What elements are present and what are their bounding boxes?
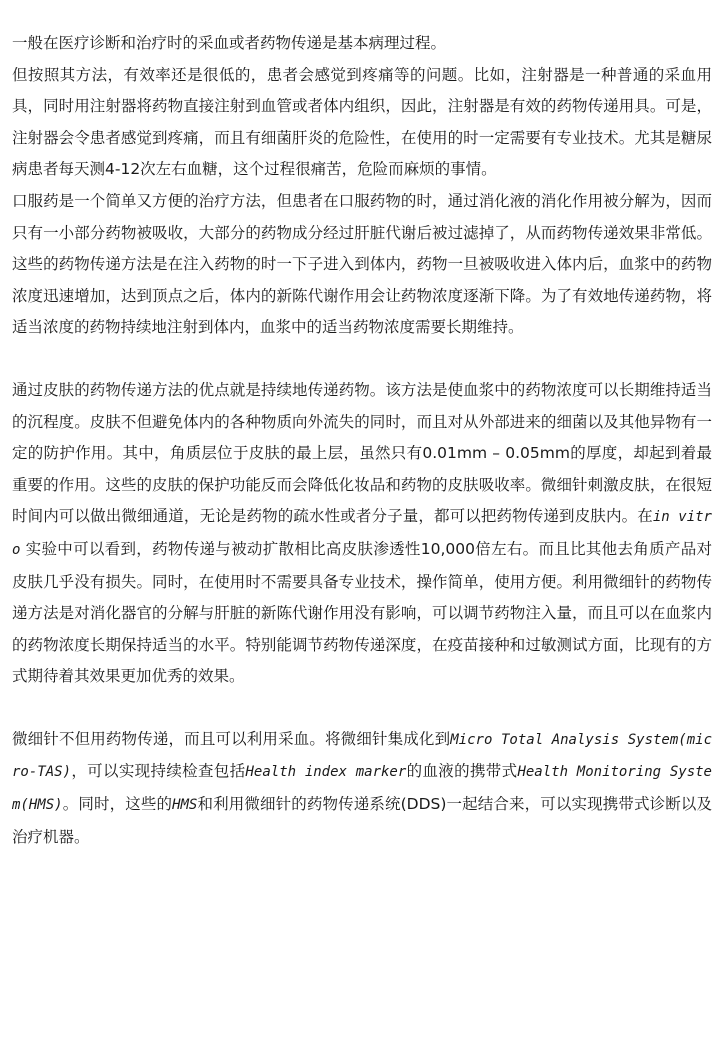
mn-text-a: 微细针不但用药物传递，而且可以利用采血。将微细针集成化到 xyxy=(12,729,451,748)
document-body xyxy=(12,28,712,853)
paragraph-gap xyxy=(12,344,712,375)
paragraph-intro: 一般在医疗诊断和治疗时的采血或者药物传递是基本病理过程。 xyxy=(12,34,447,52)
mn-text-b: ，可以实现持续检查包括 xyxy=(71,762,246,781)
in-vitro-term: in vitro xyxy=(12,509,712,558)
skin-text-b: 实验中可以看到，药物传递与被动扩散相比高皮肤渗透性10,000倍左右。而且比其他去角质产品对皮肤几乎没有损失。同时，在使用时不需要具备专业技术，操作简单，使用方便。利用微细针的药物传递方法是对消化器官的分解与肝脏的新陈代谢作用没有影响，可以调节药物注入量，而且可以在血浆内的药物浓度长期保持适当的水平。特别能调节药物传递深度，在疫苗接种和过敏测试方面，比现有的方式期待着其效果更加优秀的效果。 xyxy=(12,539,712,686)
hms-term: Health Monitoring System(HMS) xyxy=(12,764,712,814)
micro-tas-term: Micro Total Analysis System(micro-TAS) xyxy=(12,731,712,781)
hms-abbrev-term: HMS xyxy=(172,797,198,814)
mn-text-d: 。同时，这些的 xyxy=(62,795,173,814)
paragraph-skin xyxy=(12,375,712,693)
skin-text-a: 通过皮肤的药物传递方法的优点就是持续地传递药物。该方法是使血浆中的药物浓度可以长期维持适当的沉程度。皮肤不但避免体内的各种物质向外流失的同时，而且对从外部进来的细菌以及其他异物有一定的防护作用。其中，角质层位于皮肤的最上层，虽然只有0.01mm – 0.05mm的厚度，却起到着最重要的作用。这些的皮肤的保护功能反而会降低化妆品和药物的皮肤吸收率。微细针刺激皮肤，在很短时间内可以做出微细通道，无论是药物的疏水性或者分子量，都可以把药物传递到皮肤内。在 xyxy=(12,380,712,526)
paragraph-microneedle xyxy=(12,724,712,853)
paragraph-gap xyxy=(12,693,712,724)
paragraph-injection: 但按照其方法，有效率还是很低的，患者会感觉到疼痛等的问题。比如，注射器是一种普通的采血用具，同时用注射器将药物直接注射到血管或者体内组织，因此，注射器是有效的药物传递用具。可是，注射器会令患者感觉到疼痛，而且有细菌肝炎的危险性，在使用的时一定需要有专业技术。尤其是糖尿病患者每天测4-12次左右血糖，这个过程很痛苦，危险而麻烦的事情。 xyxy=(12,65,712,179)
mn-text-c: 的血液的携带式 xyxy=(406,762,518,781)
health-index-marker-term: Health index marker xyxy=(245,764,407,781)
mn-text-e: 和利用微细针的药物传递系统(DDS)一起结合来，可以实现携带式诊断以及治疗机器。 xyxy=(12,795,712,846)
paragraph-oral: 口服药是一个简单又方便的治疗方法，但患者在口服药物的时，通过消化液的消化作用被分解为，因而只有一小部分药物被吸收，大部分的药物成分经过肝脏代谢后被过滤掉了，从而药物传递效果非常低。这些的药物传递方法是在注入药物的时一下子进入到体内，药物一旦被吸收进入体内后，血浆中的药物浓度迅速增加，达到顶点之后，体内的新陈代谢作用会让药物浓度逐渐下降。为了有效地传递药物，将适当浓度的药物持续地注射到体内，血浆中的适当药物浓度需要长期维持。 xyxy=(12,191,712,337)
